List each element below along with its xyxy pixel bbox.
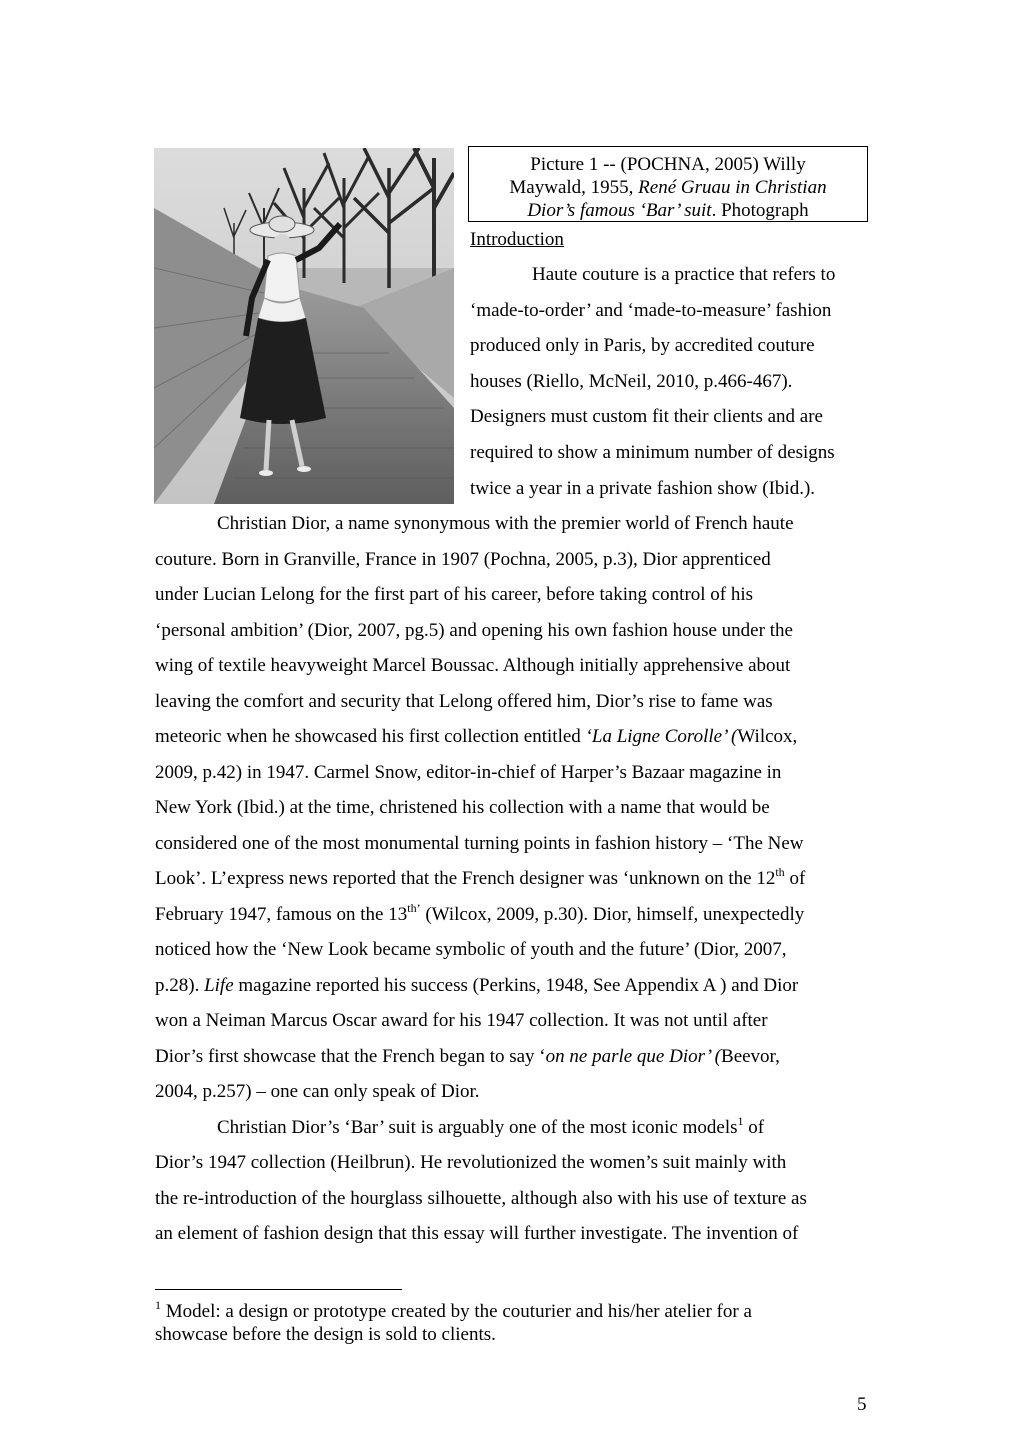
body-line	[155, 897, 807, 933]
caption-title-part1: René Gruau in Christian	[638, 177, 827, 198]
caption-line-1: Picture 1 -- (POCHNA, 2005) Willy	[530, 154, 806, 175]
body-line	[155, 1039, 807, 1075]
ordinal-superscript: th	[775, 865, 785, 879]
magazine-title: Life	[204, 974, 234, 996]
collection-title: ‘La Ligne Corolle’ (	[585, 726, 738, 747]
body-text-run: February 1947, famous on the 13	[155, 903, 408, 925]
body-line: noticed how the ‘New Look became symbolic of youth and the future’ (Dior, 2007,	[155, 939, 787, 960]
intro-line: required to show a minimum number of designs	[470, 441, 835, 463]
body-text-run: Wilcox,	[737, 726, 798, 747]
body-line: Dior’s 1947 collection (Heilbrun). He revolutionized the women’s suit mainly with	[155, 1152, 787, 1173]
footnote-text: Model: a design or prototype created by the couturier and his/her atelier for a	[161, 1301, 752, 1322]
body-line: leaving the comfort and security that Lelong offered him, Dior’s rise to fame was	[155, 690, 773, 712]
body-line: won a Neiman Marcus Oscar award for his 1947 collection. It was not until after	[155, 1010, 768, 1031]
body-text-run: (Wilcox, 2009, p.30). Dior, himself, unexpectedly	[420, 903, 805, 925]
body-line	[155, 861, 807, 897]
caption-line-2	[469, 176, 867, 199]
body-text-run: magazine reported his success (Perkins, 1948, See Appendix A ) and Dior	[233, 974, 799, 996]
body-line: considered one of the most monumental turning points in fashion history – ‘The New	[155, 832, 804, 854]
section-heading-introduction: Introduction	[470, 229, 564, 250]
body-text-run: of	[743, 1116, 765, 1138]
body-line: 2004, p.257) – one can only speak of Dior.	[155, 1081, 480, 1102]
body-line: ‘personal ambition’ (Dior, 2007, pg.5) and opening his own fashion house under the	[155, 619, 793, 641]
footnote-reference: 1	[737, 1113, 744, 1128]
intro-line: Designers must custom fit their clients and are	[470, 406, 823, 428]
caption-medium: . Photograph	[711, 200, 809, 221]
intro-line: ‘made-to-order’ and ‘made-to-measure’ fashion	[470, 299, 832, 321]
footnote-separator	[155, 1289, 402, 1290]
body-text-run: Beevor,	[721, 1045, 780, 1067]
body-text	[155, 506, 807, 1252]
body-text-run: Dior’s first showcase that the French began to say ‘	[155, 1045, 546, 1067]
footnote-marker: 1	[155, 1298, 161, 1312]
bar-suit-photograph	[154, 148, 454, 504]
footnote	[155, 1300, 752, 1346]
intro-line: houses (Riello, McNeil, 2010, p.466-467).	[470, 370, 793, 392]
intro-paragraph	[470, 257, 835, 506]
body-line: an element of fashion design that this essay will further investigate. The invention of	[155, 1223, 799, 1244]
ordinal-superscript: th’	[407, 900, 421, 915]
body-line: wing of textile heavyweight Marcel Boussac. Although initially apprehensive about	[155, 655, 791, 676]
footnote-line	[155, 1300, 752, 1323]
body-text-run: Look’. L’express news reported that the French designer was ‘unknown on the 12	[155, 868, 776, 889]
figure-caption	[468, 146, 868, 222]
caption-title-part2: Dior’s famous ‘Bar’ suit	[527, 200, 712, 221]
french-quote: on ne parle que Dior’ (	[545, 1045, 722, 1067]
body-text-run: Christian Dior’s ‘Bar’ suit is arguably one of the most iconic models	[217, 1116, 738, 1138]
intro-line: twice a year in a private fashion show (Ibid.).	[470, 477, 816, 499]
body-line	[155, 1110, 807, 1146]
page-number: 5	[857, 1394, 867, 1415]
footnote-line: showcase before the design is sold to clients.	[155, 1324, 496, 1345]
body-text-run: meteoric when he showcased his first collection entitled	[155, 726, 586, 747]
body-line: the re-introduction of the hourglass silhouette, although also with his use of texture as	[155, 1187, 807, 1209]
intro-line: Haute couture is a practice that refers to	[532, 264, 836, 285]
caption-line-3	[469, 199, 867, 222]
body-line: Christian Dior, a name synonymous with the premier world of French haute	[217, 513, 794, 534]
body-line: New York (Ibid.) at the time, christened his collection with a name that would be	[155, 797, 770, 818]
body-line: 2009, p.42) in 1947. Carmel Snow, editor-in-chief of Harper’s Bazaar magazine in	[155, 761, 782, 783]
caption-credit: Maywald, 1955,	[509, 177, 639, 198]
body-line: couture. Born in Granville, France in 1907 (Pochna, 2005, p.3), Dior apprenticed	[155, 548, 771, 570]
body-text-run: p.28).	[155, 974, 205, 996]
body-line	[155, 719, 807, 755]
body-text-run: of	[784, 868, 806, 889]
intro-line: produced only in Paris, by accredited couture	[470, 335, 815, 357]
body-line	[155, 968, 807, 1004]
body-line: under Lucian Lelong for the first part of his career, before taking control of his	[155, 584, 754, 605]
